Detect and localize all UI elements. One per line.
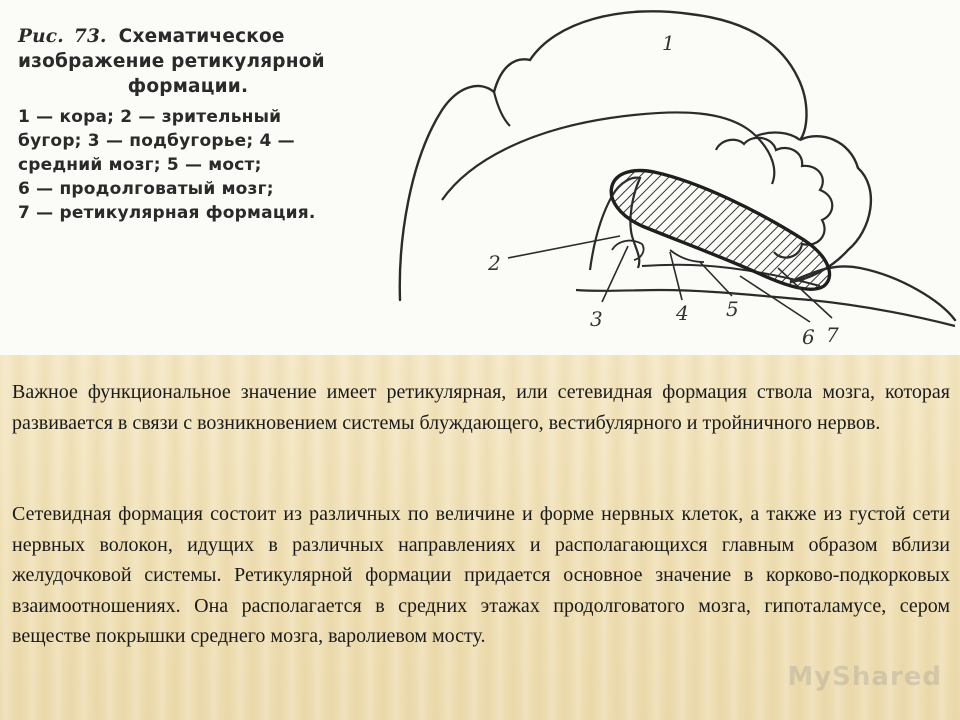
caption-number: 73. <box>73 26 107 47</box>
text-panel <box>0 355 960 720</box>
label-7: 7 <box>826 323 839 347</box>
label-2: 2 <box>488 251 501 275</box>
label-6: 6 <box>802 325 815 349</box>
leader-3 <box>602 246 628 302</box>
label-5: 5 <box>726 297 739 321</box>
figure-caption <box>18 24 358 225</box>
label-4: 4 <box>676 301 689 325</box>
figure-area <box>0 0 960 355</box>
paragraph-2: Сетевидная формация состоит из различных по величине и форме нервных клеток, а также из густой сети нервных волокон, идущих в различных направлениях и располагающихся главным образом вблизи желудочковой системы. Ретикулярной формации придается основное значение в корково-подкорковых взаимоотношениях. Она располагается в средних этажах продолговатого мозга, гипоталамусе, сером веществе покрышки среднего мозга, варолиевом мосту. <box>12 503 950 647</box>
watermark: MyShared <box>787 662 942 692</box>
inner-arc <box>442 112 774 200</box>
legend-line-1: 1 — кора; 2 — зрительный <box>18 107 282 127</box>
legend-line-2: бугор; 3 — подбугорье; 4 — <box>18 131 295 151</box>
legend-line-4: 6 — продолговатый мозг; <box>18 179 274 199</box>
label-1: 1 <box>662 31 675 55</box>
caption-legend <box>18 105 358 225</box>
gyrus-line-1 <box>494 92 510 126</box>
caption-title-line <box>18 24 358 49</box>
leader-4 <box>670 252 682 300</box>
caption-ris: Рис. <box>18 26 64 47</box>
caption-title-2: изображение ретикулярной <box>18 51 325 72</box>
caption-title-3: формации. <box>127 76 249 97</box>
brain-diagram-svg <box>380 0 960 355</box>
legend-line-3: средний мозг; 5 — мост; <box>18 155 262 175</box>
brainstem-lower <box>576 290 955 326</box>
hypothalamus-outline <box>612 241 644 260</box>
paragraph-1: Важное функциональное значение имеет ретикулярная, или сетевидная формация ствола мозга, которая развивается в связи с возникновением системы блуждающего, вестибулярного и тройничного нервов. <box>12 381 950 434</box>
midbrain-outline <box>670 250 704 262</box>
brain-diagram <box>380 0 960 355</box>
label-3: 3 <box>590 307 603 331</box>
legend-line-5: 7 — ретикулярная формация. <box>18 203 316 223</box>
cortex-outline <box>400 11 955 320</box>
caption-title-1: Схематическое <box>118 26 285 47</box>
leader-2 <box>508 236 620 258</box>
reticular-formation-hatched <box>611 171 829 290</box>
